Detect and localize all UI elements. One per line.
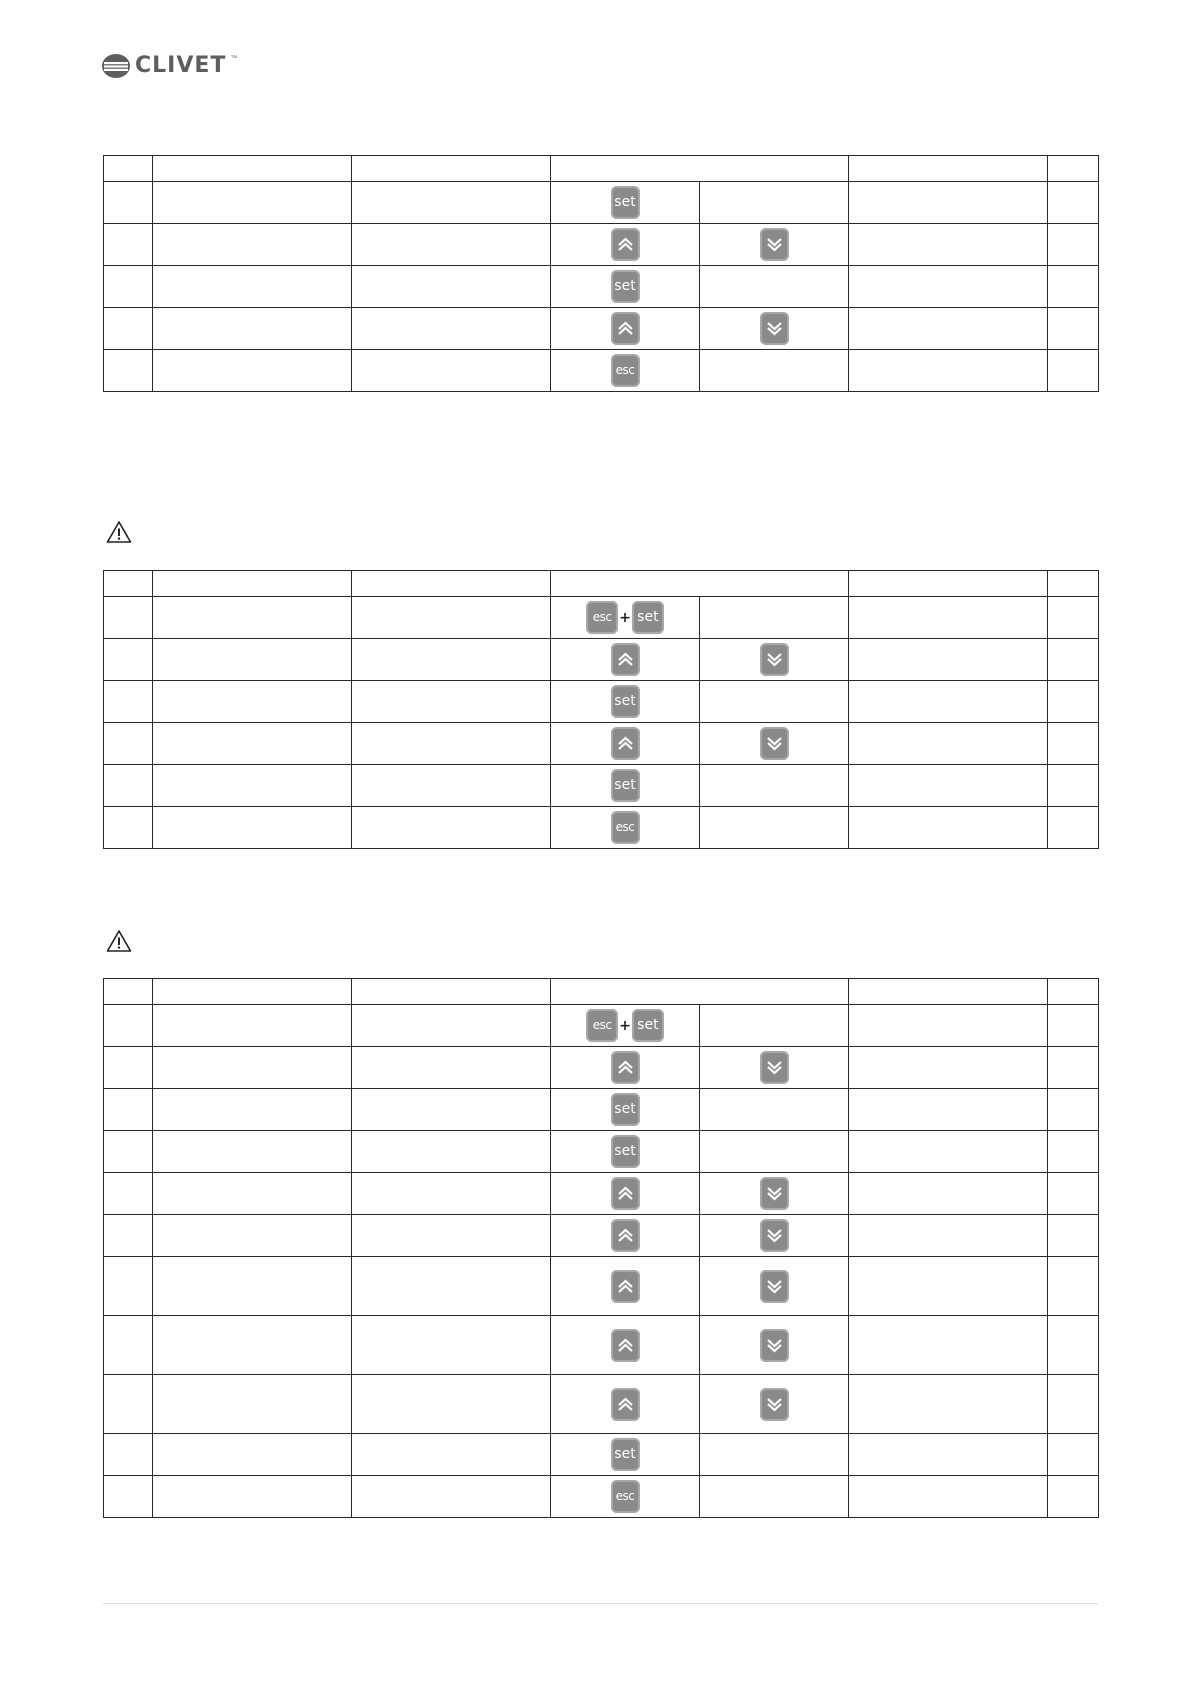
chevron-down-icon bbox=[760, 1270, 789, 1303]
procedure-table-3 bbox=[103, 978, 1099, 1518]
table-row bbox=[104, 1173, 1099, 1215]
procedure-table-1 bbox=[103, 155, 1099, 392]
logo-text: CLIVET bbox=[135, 53, 227, 78]
warning-icon bbox=[106, 929, 132, 953]
table-row bbox=[104, 266, 1099, 308]
table-row bbox=[104, 1131, 1099, 1173]
chevron-up-icon bbox=[611, 643, 640, 676]
clivet-logo bbox=[101, 53, 237, 79]
table-row bbox=[104, 1005, 1099, 1047]
set-key-icon: set bbox=[611, 270, 640, 303]
table-row bbox=[104, 308, 1099, 350]
table-row bbox=[104, 1215, 1099, 1257]
warning-icon bbox=[106, 520, 132, 544]
esc-key-icon: esc bbox=[586, 1009, 618, 1042]
table-row bbox=[104, 182, 1099, 224]
chevron-up-icon bbox=[611, 1219, 640, 1252]
chevron-down-icon bbox=[760, 1051, 789, 1084]
chevron-down-icon bbox=[760, 1219, 789, 1252]
table-header-row bbox=[104, 571, 1099, 597]
table-row bbox=[104, 350, 1099, 392]
esc-key-icon: esc bbox=[611, 811, 640, 844]
table-row bbox=[104, 765, 1099, 807]
procedure-table-2 bbox=[103, 570, 1099, 849]
table-row bbox=[104, 1434, 1099, 1476]
table-row bbox=[104, 807, 1099, 849]
clivet-logo-icon bbox=[101, 53, 131, 79]
chevron-up-icon bbox=[611, 727, 640, 760]
chevron-down-icon bbox=[760, 643, 789, 676]
chevron-down-icon bbox=[760, 727, 789, 760]
chevron-down-icon bbox=[760, 1388, 789, 1421]
table-row bbox=[104, 597, 1099, 639]
table-row bbox=[104, 1047, 1099, 1089]
table-row bbox=[104, 224, 1099, 266]
table-header-row bbox=[104, 156, 1099, 182]
plus-sign: + bbox=[619, 609, 631, 626]
chevron-up-icon bbox=[611, 312, 640, 345]
table-row bbox=[104, 681, 1099, 723]
set-key-icon: set bbox=[611, 769, 640, 802]
set-key-icon: set bbox=[611, 1093, 640, 1126]
esc-plus-set-combo bbox=[586, 1009, 664, 1042]
chevron-up-icon bbox=[611, 228, 640, 261]
table-row bbox=[104, 1316, 1099, 1375]
chevron-down-icon bbox=[760, 1329, 789, 1362]
set-key-icon: set bbox=[611, 685, 640, 718]
footer-divider bbox=[103, 1603, 1098, 1604]
chevron-up-icon bbox=[611, 1388, 640, 1421]
set-key-icon: set bbox=[632, 601, 664, 634]
table-header-row bbox=[104, 979, 1099, 1005]
set-key-icon: set bbox=[632, 1009, 664, 1042]
table-row bbox=[104, 723, 1099, 765]
esc-key-icon: esc bbox=[611, 1480, 640, 1513]
esc-plus-set-combo bbox=[586, 601, 664, 634]
chevron-up-icon bbox=[611, 1177, 640, 1210]
set-key-icon: set bbox=[611, 186, 640, 219]
set-key-icon: set bbox=[611, 1135, 640, 1168]
chevron-down-icon bbox=[760, 1177, 789, 1210]
table-row bbox=[104, 1257, 1099, 1316]
table-row bbox=[104, 1375, 1099, 1434]
esc-key-icon: esc bbox=[611, 354, 640, 387]
chevron-down-icon bbox=[760, 312, 789, 345]
table-row bbox=[104, 1089, 1099, 1131]
plus-sign: + bbox=[619, 1017, 631, 1034]
logo-trademark: ™ bbox=[230, 55, 238, 62]
table-row bbox=[104, 639, 1099, 681]
chevron-down-icon bbox=[760, 228, 789, 261]
chevron-up-icon bbox=[611, 1329, 640, 1362]
set-key-icon: set bbox=[611, 1438, 640, 1471]
chevron-up-icon bbox=[611, 1270, 640, 1303]
table-row bbox=[104, 1476, 1099, 1518]
esc-key-icon: esc bbox=[586, 601, 618, 634]
chevron-up-icon bbox=[611, 1051, 640, 1084]
